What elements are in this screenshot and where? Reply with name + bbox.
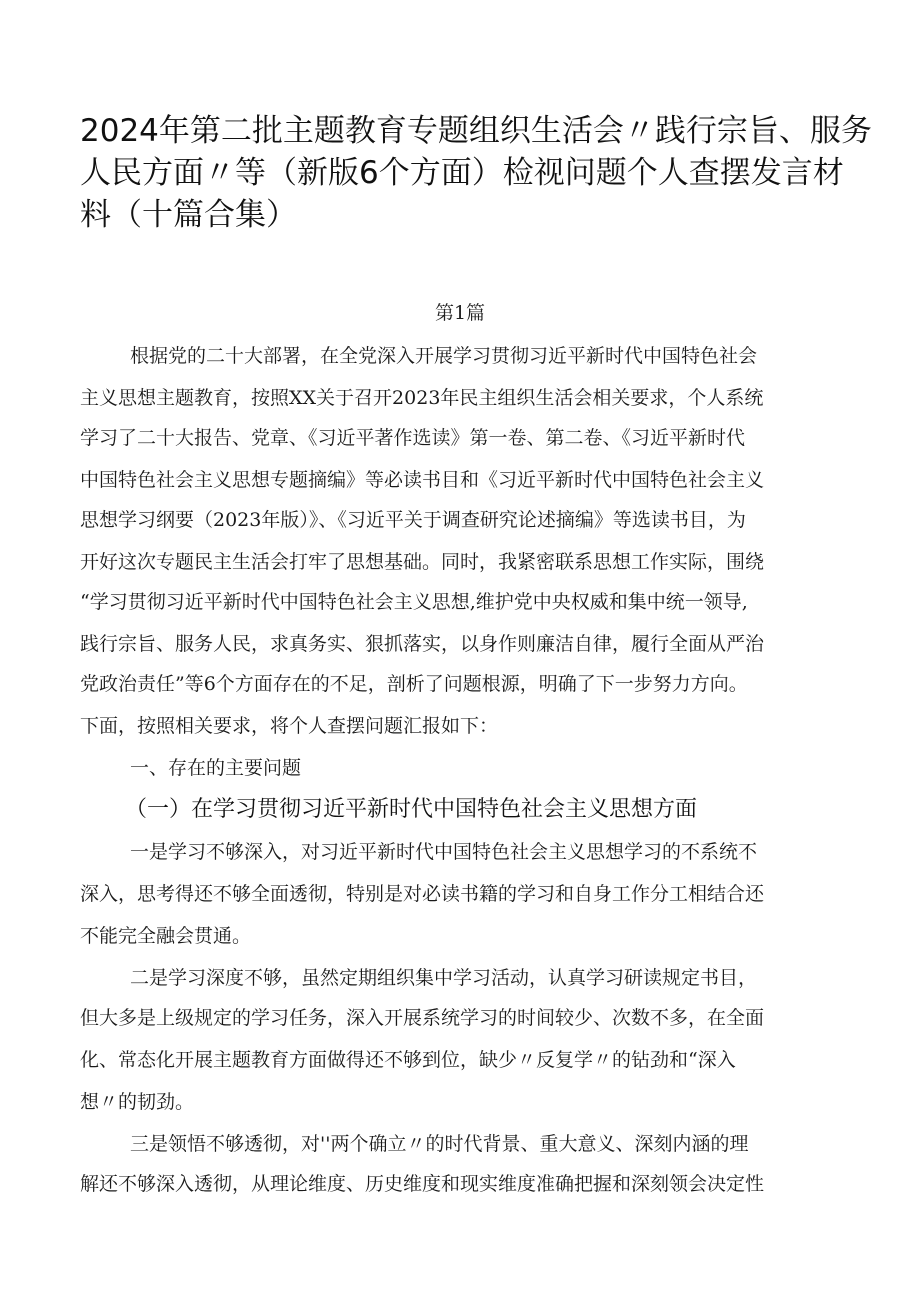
chapter-label: 第1篇 xyxy=(434,302,486,324)
title-line: 料（十篇合集） xyxy=(80,197,297,233)
body-line: 下面，按照相关要求，将个人查摆问题汇报如下： xyxy=(80,715,499,737)
body-line: 深入，思考得还不够全面透彻，特别是对必读书籍的学习和自身工作分工相结合还 xyxy=(80,883,765,905)
title-line: 2024年第二批主题教育专题组织生活会〃践行宗旨、服务 xyxy=(80,113,872,149)
section-heading: 一、存在的主要问题 xyxy=(130,757,302,779)
body-line: 但大多是上级规定的学习任务，深入开展系统学习的时间较少、次数不多，在全面 xyxy=(80,1007,765,1029)
title-line: 人民方面〃等（新版6个方面）检视问题个人查摆发言材 xyxy=(80,155,844,191)
body-line: 主义思想主题教育，按照XX关于召开2023年民主组织生活会相关要求，个人系统 xyxy=(80,387,764,409)
body-line: 根据党的二十大部署，在全党深入开展学习贯彻习近平新时代中国特色社会 xyxy=(130,345,758,367)
body-line: 化、常态化开展主题教育方面做得还不够到位，缺少〃反复学〃的钻劲和“深入 xyxy=(80,1049,736,1071)
body-line: 不能完全融会贯通。 xyxy=(80,925,252,947)
subsection-heading: （一）在学习贯彻习近平新时代中国特色社会主义思想方面 xyxy=(125,797,698,822)
document-title xyxy=(80,110,872,236)
body-line: 一是学习不够深入，对习近平新时代中国特色社会主义思想学习的不系统不 xyxy=(130,841,758,863)
body-line: 党政治责任”等6个方面存在的不足，剖析了问题根源，明确了下一步努力方向。 xyxy=(80,673,748,695)
body-line: 三是领悟不够透彻，对''两个确立〃的时代背景、重大意义、深刻内涵的理 xyxy=(130,1133,749,1155)
body-line: 中国特色社会主义思想专题摘编》等必读书目和《习近平新时代中国特色社会主义 xyxy=(80,469,765,491)
body-line: 践行宗旨、服务人民，求真务实、狠抓落实，以身作则廉洁自律，履行全面从严治 xyxy=(80,633,765,655)
body-line: “学习贯彻习近平新时代中国特色社会主义思想,维护党中央权威和集中统一领导, xyxy=(80,591,748,613)
body-line: 学习了二十大报告、党章、《习近平著作选读》第一卷、第二卷、《习近平新时代 xyxy=(80,427,746,449)
body-line: 思想学习纲要（2023年版）》、《习近平关于调查研究论述摘编》等选读书目，为 xyxy=(80,509,746,531)
body-line: 解还不够深入透彻，从理论维度、历史维度和现实维度准确把握和深刻领会决定性 xyxy=(80,1173,765,1195)
body-line: 开好这次专题民主生活会打牢了思想基础。同时，我紧密联系思想工作实际，围绕 xyxy=(80,551,765,573)
body-line: 二是学习深度不够，虽然定期组织集中学习活动，认真学习研读规定书目， xyxy=(130,967,758,989)
body-line: 想〃的韧劲。 xyxy=(80,1091,195,1113)
